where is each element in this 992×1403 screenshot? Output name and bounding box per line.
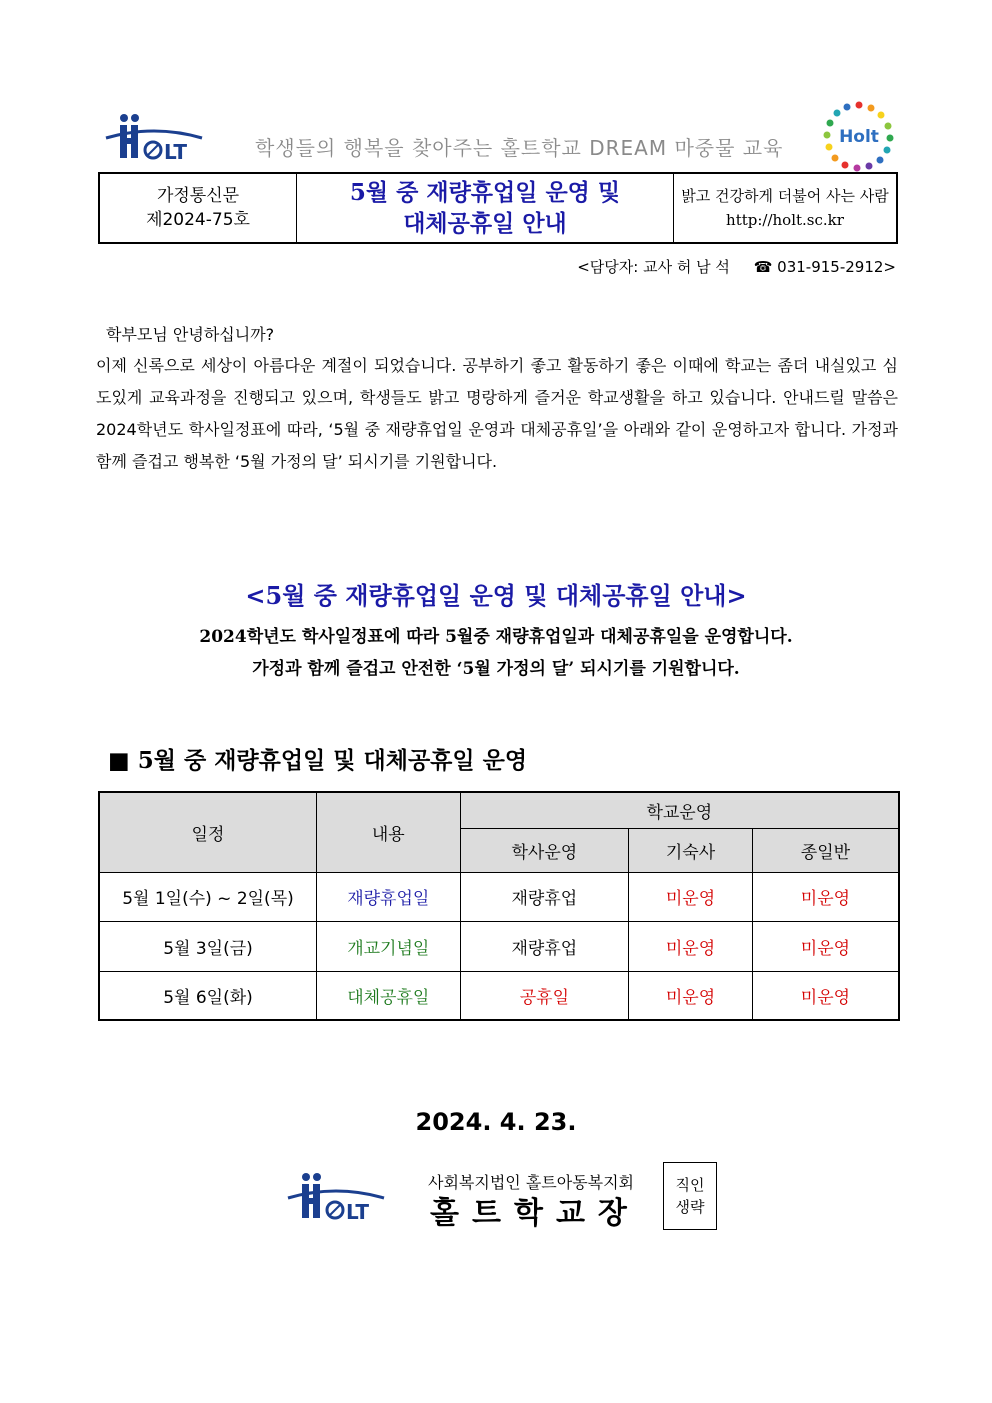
row-fullday: 미운영: [752, 921, 899, 971]
row-content: 대체공휴일: [316, 971, 460, 1020]
schedule-table: [98, 791, 900, 1021]
issue-date: 2024. 4. 23.: [415, 1108, 577, 1136]
doc-type: 가정통신문: [156, 186, 240, 206]
row-content: 개교기념일: [316, 921, 460, 971]
seal-line1: 직인: [675, 1176, 705, 1194]
section-title-text: 5월 중 재량휴업일 및 대체공휴일 운영: [137, 747, 528, 774]
intro-paragraph: 이제 신록으로 세상이 아름다운 계절이 되었습니다. 공부하기 좋고 활동하기 좋은 이때에 학교는 좀더 내실있고 심도있게 교육과정을 진행되고 있으며, 학생들도 밝고 명랑하게 즐거운 학교생활을 하고 있습니다. 안내드릴 말씀은 2024학년도 학사일정표에 따라, ‘5월 중 재량휴업일 운영과 대체공휴일’을 아래와 같이 운영하고자 합니다. 가정과 함께 즐겁고 행복한 ‘5월 가정의 달’ 되시기를 기원합니다.: [96, 356, 898, 471]
phone-icon: ☎: [753, 258, 773, 276]
seal-line2: 생략: [675, 1198, 705, 1216]
holt-logo-footer: [286, 1170, 386, 1226]
badge-text: Holt: [839, 127, 879, 147]
row-dorm: 미운영: [629, 872, 753, 921]
notice-title: <5월 중 재량휴업일 운영 및 대체공휴일 안내>: [245, 581, 747, 610]
header-date: 일정: [99, 792, 316, 872]
doc-info: [100, 174, 297, 242]
row-fullday: 미운영: [752, 971, 899, 1020]
greeting: 학부모님 안녕하십니까?: [106, 325, 275, 344]
header-fullday: 종일반: [752, 828, 899, 872]
notice-line-1: 2024학년도 학사일정표에 따라 5월중 재량휴업일과 대체공휴일을 운영합니다.: [199, 627, 793, 647]
contact-manager: <담당자: 교사 허 남 석: [577, 258, 730, 276]
header-school-ops: 학교운영: [460, 792, 899, 828]
letterhead-box: [98, 172, 898, 244]
table-row: [99, 971, 899, 1020]
seal-omitted-box: [663, 1162, 717, 1230]
row-dorm: 미운영: [629, 921, 753, 971]
doc-title-line2: 대체공휴일 안내: [403, 210, 567, 237]
bullet-icon: ■: [108, 747, 130, 774]
row-date: 5월 3일(금): [99, 921, 316, 971]
school-url[interactable]: http://holt.sc.kr: [726, 211, 844, 229]
doc-title-line1: 5월 중 재량휴업일 운영 및: [349, 179, 621, 206]
holt-badge-icon: [822, 100, 896, 172]
svg-text:LT: LT: [346, 1200, 370, 1224]
table-row: [99, 872, 899, 921]
row-academic: 재량휴업: [460, 872, 629, 921]
row-fullday: 미운영: [752, 872, 899, 921]
row-dorm: 미운영: [629, 971, 753, 1020]
principal-title: 홀트학교장: [430, 1196, 640, 1231]
school-info: [674, 174, 896, 242]
row-date: 5월 6일(화): [99, 971, 316, 1020]
holt-logo: [104, 112, 204, 164]
organization-name: 사회복지법인 홀트아동복지회: [428, 1173, 635, 1192]
school-slogan: 학생들의 행복을 찾아주는 홀트학교 DREAM 마중물 교육: [255, 136, 784, 160]
row-content: 재량휴업일: [316, 872, 460, 921]
table-row: [99, 921, 899, 971]
header-dorm: 기숙사: [629, 828, 753, 872]
header-content: 내용: [316, 792, 460, 872]
notice-line-2: 가정과 함께 즐겁고 안전한 ‘5월 가정의 달’ 되시기를 기원합니다.: [252, 659, 740, 679]
doc-title: [297, 174, 674, 242]
school-motto: 밝고 건강하게 더불어 사는 사람: [681, 187, 889, 205]
contact-line: [577, 256, 896, 277]
row-academic: 공휴일: [460, 971, 629, 1020]
section-title: [108, 742, 527, 775]
contact-phone: 031-915-2912>: [777, 258, 896, 276]
header-academic: 학사운영: [460, 828, 629, 872]
svg-text:LT: LT: [164, 140, 188, 164]
row-date: 5월 1일(수) ~ 2일(목): [99, 872, 316, 921]
doc-number: 제2024-75호: [146, 210, 250, 230]
row-academic: 재량휴업: [460, 921, 629, 971]
